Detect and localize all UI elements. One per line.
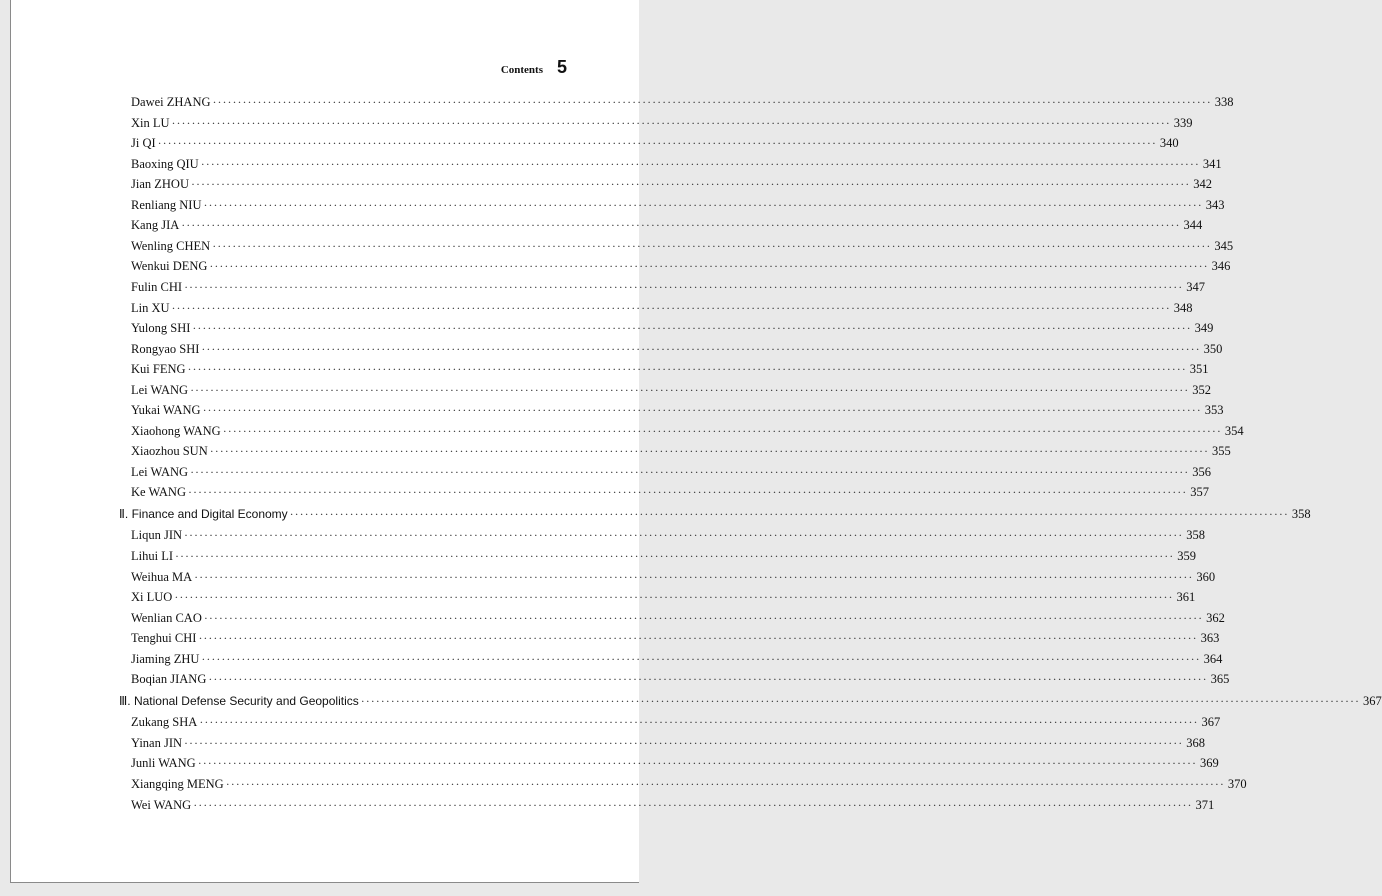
author-name: Jian ZHOU <box>131 177 189 192</box>
author-name: Tenghui CHI <box>131 631 197 646</box>
toc-entry[interactable] <box>131 630 1220 646</box>
toc-section[interactable] <box>119 506 1311 522</box>
dot-leader: ········································································································································································································ <box>197 756 1197 771</box>
author-name: Xiaohong WANG <box>131 423 221 438</box>
dot-leader: ········································································································································································································ <box>174 590 1174 605</box>
dot-leader: ········································································································································································································ <box>175 549 1175 563</box>
dot-leader: ········································································································································································································ <box>190 382 1190 397</box>
page-number: 360 <box>1196 569 1216 584</box>
page-number: 338 <box>1214 95 1234 109</box>
dot-leader: ········································································································································································································ <box>203 610 1204 625</box>
toc-entry[interactable] <box>131 217 1203 233</box>
author-name: Yulong SHI <box>131 321 191 336</box>
toc-entry[interactable] <box>131 569 1216 585</box>
page-number: 352 <box>1192 382 1212 397</box>
dot-leader: ········································································································································································································ <box>203 197 1203 212</box>
author-name: Xi LUO <box>131 590 173 605</box>
toc-entry[interactable] <box>131 735 1206 751</box>
dot-leader: ········································································································································································································ <box>222 423 1222 438</box>
author-name: Fulin CHI <box>131 279 183 294</box>
page-number: 354 <box>1224 423 1244 438</box>
toc-entry[interactable] <box>131 135 1179 151</box>
author-name: Lei WANG <box>131 382 189 397</box>
toc-entry[interactable] <box>131 361 1209 377</box>
page-number: 341 <box>1202 156 1222 171</box>
dot-leader: ········································································································································································································ <box>193 797 1193 812</box>
dot-leader: ········································································································································································································ <box>209 259 1209 274</box>
author-name: Rongyao SHI <box>131 341 200 356</box>
dot-leader: ········································································································································································································ <box>184 279 1184 294</box>
author-name: Weihua MA <box>131 569 193 584</box>
page-number: 344 <box>1183 218 1203 233</box>
document-page <box>10 0 1382 883</box>
author-name: Xin LU <box>131 115 170 130</box>
table-of-contents <box>11 0 1382 882</box>
toc-entry[interactable] <box>131 238 1234 254</box>
toc-entry[interactable] <box>131 610 1225 626</box>
page-number: 347 <box>1186 279 1206 294</box>
dot-leader: ········································································································································································································ <box>199 715 1199 730</box>
page-number: 340 <box>1159 136 1179 151</box>
page-number: 363 <box>1200 631 1220 646</box>
page-number: 350 <box>1203 341 1223 356</box>
author-name: Wenling CHEN <box>131 238 211 253</box>
dot-leader: ········································································································································································································ <box>190 177 1191 192</box>
toc-entry[interactable] <box>131 464 1212 480</box>
dot-leader: ········································································································································································································ <box>192 321 1192 336</box>
dot-leader: ········································································································································································································ <box>190 464 1190 479</box>
author-name: Kui FENG <box>131 362 186 377</box>
dot-leader: ········································································································································································································ <box>208 672 1208 687</box>
dot-leader: ········································································································································································································ <box>194 569 1194 584</box>
toc-entry[interactable] <box>131 527 1206 543</box>
toc-entry[interactable] <box>131 755 1219 771</box>
page-number: 371 <box>1195 797 1215 812</box>
author-name: Xiangqing MENG <box>131 776 224 791</box>
page-number: 358 <box>1291 506 1311 521</box>
toc-entry[interactable] <box>131 382 1212 398</box>
toc-entry[interactable] <box>131 341 1223 357</box>
author-name: Lihui LI <box>131 549 174 563</box>
section-title: Ⅲ. National Defense Security and Geopolitics <box>119 693 359 708</box>
author-name: Yukai WANG <box>131 403 201 418</box>
dot-leader: ········································································································································································································ <box>200 156 1200 171</box>
toc-entry[interactable] <box>131 300 1193 316</box>
dot-leader: ········································································································································································································ <box>225 776 1225 791</box>
page-number: 369 <box>1199 756 1219 771</box>
toc-entry[interactable] <box>131 671 1230 687</box>
author-name: Wei WANG <box>131 797 192 812</box>
dot-leader: ········································································································································································································ <box>181 218 1181 233</box>
author-name: Yinan JIN <box>131 735 183 750</box>
dot-leader: ········································································································································································································ <box>209 444 1209 459</box>
author-name: Junli WANG <box>131 756 196 771</box>
page-number: 351 <box>1189 362 1209 377</box>
toc-entry[interactable] <box>131 443 1231 459</box>
toc-entry[interactable] <box>131 423 1244 439</box>
page-number: 364 <box>1203 651 1223 666</box>
page-number: 353 <box>1204 403 1224 418</box>
page-number: 368 <box>1186 735 1206 750</box>
author-name: Lin XU <box>131 300 170 315</box>
toc-section[interactable] <box>119 693 1382 709</box>
toc-entry[interactable] <box>131 548 1196 564</box>
page-number: 355 <box>1211 444 1231 459</box>
dot-leader: ········································································································································································································ <box>212 238 1212 253</box>
author-name: Ji QI <box>131 136 156 151</box>
toc-entry[interactable] <box>131 797 1215 813</box>
header-label: Contents <box>500 64 543 76</box>
page-number: 349 <box>1194 321 1214 336</box>
toc-entry[interactable] <box>131 279 1206 295</box>
author-name: Zukang SHA <box>131 715 198 730</box>
dot-leader: ········································································································································································································ <box>202 403 1202 418</box>
toc-entry[interactable] <box>131 589 1196 605</box>
page-number: 367 <box>1362 693 1382 708</box>
page-number: 356 <box>1192 464 1212 479</box>
author-name: Kang JIA <box>131 218 180 233</box>
page-number: 359 <box>1177 549 1196 563</box>
toc-entry[interactable] <box>131 176 1212 192</box>
page-number: 348 <box>1173 300 1193 315</box>
header-page-number: 5 <box>556 57 567 77</box>
dot-leader: ········································································································································································································ <box>184 735 1184 750</box>
page-number: 345 <box>1214 238 1234 253</box>
author-name: Wenkui DENG <box>131 259 208 274</box>
toc-entry[interactable] <box>131 776 1247 792</box>
toc-entry[interactable] <box>131 115 1193 131</box>
toc-entry[interactable] <box>131 197 1225 213</box>
dot-leader: ········································································································································································································ <box>187 485 1188 500</box>
toc-entry[interactable] <box>131 484 1209 500</box>
dot-leader: ········································································································································································································ <box>201 651 1201 666</box>
page-number: 357 <box>1190 485 1209 500</box>
author-name: Liqun JIN <box>131 528 183 543</box>
toc-entry[interactable] <box>131 258 1231 274</box>
toc-entry[interactable] <box>131 402 1224 418</box>
dot-leader: ········································································································································································································ <box>212 95 1212 109</box>
toc-entry[interactable] <box>131 320 1214 336</box>
author-name: Dawei ZHANG <box>131 95 211 109</box>
dot-leader: ········································································································································································································ <box>157 136 1157 151</box>
dot-leader: ········································································································································································································ <box>201 341 1201 356</box>
toc-entry[interactable] <box>131 651 1223 667</box>
dot-leader: ········································································································································································································ <box>289 506 1289 521</box>
toc-entry[interactable] <box>131 714 1221 730</box>
author-name: Baoxing QIU <box>131 156 199 171</box>
toc-entry[interactable] <box>131 156 1222 172</box>
page-number: 339 <box>1173 115 1193 130</box>
author-name: Ke WANG <box>131 485 186 500</box>
page-gap <box>0 883 639 896</box>
author-name: Lei WANG <box>131 464 189 479</box>
author-name: Xiaozhou SUN <box>131 444 208 459</box>
author-name: Wenlian CAO <box>131 610 202 625</box>
author-name: Jiaming ZHU <box>131 651 200 666</box>
page-number: 342 <box>1193 177 1212 192</box>
page-number: 343 <box>1205 197 1225 212</box>
page-number: 367 <box>1201 715 1221 730</box>
page-number: 365 <box>1210 672 1230 687</box>
dot-leader: ········································································································································································································ <box>184 528 1184 543</box>
page-number: 358 <box>1186 528 1206 543</box>
section-title: Ⅱ. Finance and Digital Economy <box>119 506 288 521</box>
dot-leader: ········································································································································································································ <box>198 631 1198 646</box>
author-name: Boqian JIANG <box>131 672 207 687</box>
toc-entry[interactable] <box>131 94 1234 110</box>
page-number: 370 <box>1227 776 1247 791</box>
page-number: 362 <box>1206 610 1225 625</box>
page-number: 361 <box>1176 590 1196 605</box>
dot-leader: ········································································································································································································ <box>187 362 1187 377</box>
page-number: 346 <box>1211 259 1231 274</box>
dot-leader: ········································································································································································································ <box>171 115 1171 130</box>
dot-leader: ········································································································································································································ <box>360 693 1360 708</box>
author-name: Renliang NIU <box>131 197 202 212</box>
dot-leader: ········································································································································································································ <box>171 300 1171 315</box>
